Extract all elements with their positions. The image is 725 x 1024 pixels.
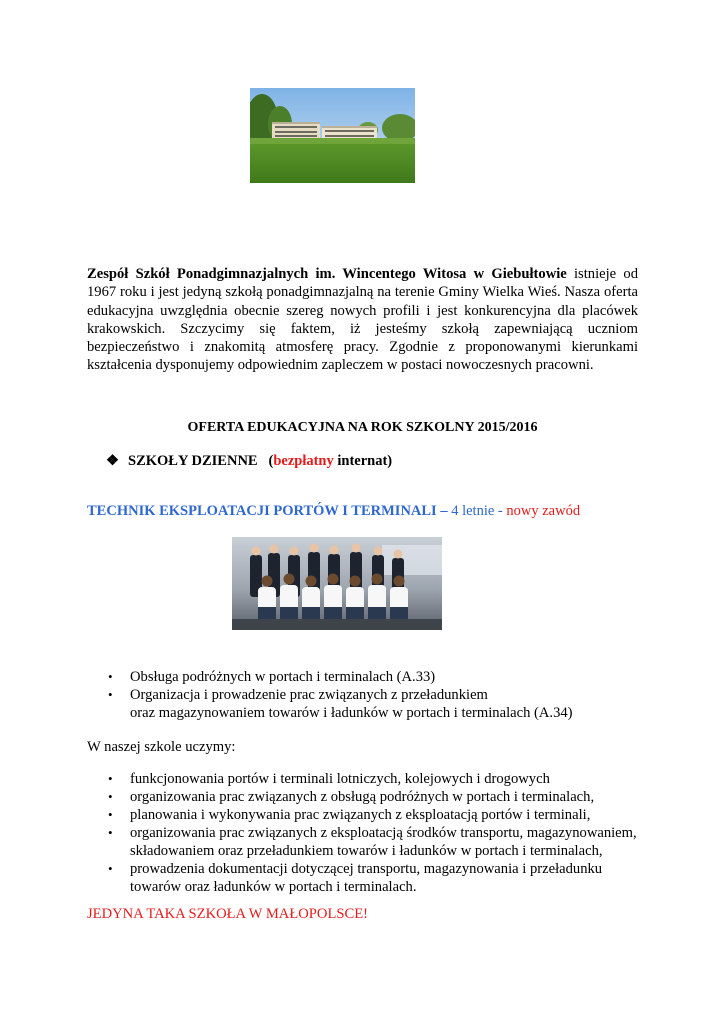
bullet-icon: • [108,669,113,684]
profession-duration: 4 letnie [451,503,495,519]
list-item-text: Organizacja i prowadzenie prac związanych z przeładunkiem [130,687,488,703]
students-group-photo [232,537,442,630]
bullet-icon: • [108,825,113,840]
profession-title [87,503,580,520]
footer-slogan: JEDYNA TAKA SZKOŁA W MAŁOPOLSCE! [87,906,368,922]
list-item [88,788,648,806]
paren-open: ( [268,453,274,469]
school-building-illustration [250,88,415,183]
students-group-illustration [232,537,442,630]
learning-list [88,770,648,896]
list-item-text: Obsługa podróżnych w portach i terminalach (A.33) [130,669,436,685]
list-item-text: prowadzenia dokumentacji dotyczącej transportu, magazynowania i przeładunku [130,861,603,877]
new-profession-label: nowy zawód [506,503,581,519]
intro-school-name: Zespół Szkół Ponadgimnazjalnych im. Wincentego Witosa w Giebułtowie [87,266,567,282]
list-item [88,668,648,686]
profession-name: TECHNIK EKSPLOATACJI PORTÓW I TERMINALI [87,503,437,519]
offer-heading: OFERTA EDUKACYJNA NA ROK SZKOLNY 2015/2016 [187,420,538,435]
intro-body: istnieje od 1967 roku i jest jedyną szkołą ponadgimnazjalną na terenie Gminy Wielka Wieś. Nasza oferta edukacyjna uwzględnia obecnie szereg nowych profili i jest konkurencyjna dla placówek krakowskich. Szczycimy się faktem, iż jesteśmy szkołą zapewniającą uczniom bezpieczeństwo i znakomitą atmosferę pracy. Zgodnie z proponowanymi kierunkami kształcenia dysponujemy odpowiednim zapleczem w postaci nowoczesnych pracowni. [87,266,638,374]
profession-dash: – [436,503,452,519]
bullet-icon: • [108,771,113,786]
list-item [88,686,648,722]
free-label: bezpłatny [273,453,334,469]
day-schools-label: SZKOŁY DZIENNE [128,453,258,469]
list-item [88,824,648,860]
list-item-text-continued: towarów oraz ładunków w portach i terminalach. [130,879,417,895]
list-item-text: planowania i wykonywania prac związanych z eksploatacją portów i terminali, [130,807,591,823]
list-item-text-continued: oraz magazynowaniem towarów i ładunków w portach i terminalach (A.34) [130,705,573,721]
qualifications-list [88,668,648,722]
list-item-text: organizowania prac związanych z obsługą podróżnych w portach i terminalach, [130,789,595,805]
list-item [88,860,648,896]
bullet-icon: • [108,861,113,876]
list-item-text-continued: składowaniem oraz przeładunkiem towarów i ładunków w portach i terminalach, [130,843,603,859]
list-item [88,770,648,788]
bullet-icon: • [108,807,113,822]
list-item [88,806,648,824]
bullet-icon: • [108,789,113,804]
day-schools-line [106,453,392,470]
school-intro-paragraph [87,265,638,375]
internat-label: internat) [333,453,393,469]
learn-intro: W naszej szkole uczymy: [87,739,236,755]
school-building-photo [250,88,415,183]
list-item-text: funkcjonowania portów i terminali lotniczych, kolejowych i drogowych [130,771,550,787]
profession-separator: - [494,503,507,519]
bullet-icon: • [108,687,113,702]
list-item-text: organizowania prac związanych z eksploatacją środków transportu, magazynowaniem, [130,825,637,841]
diamond-bullet-icon: ❖ [106,453,119,469]
